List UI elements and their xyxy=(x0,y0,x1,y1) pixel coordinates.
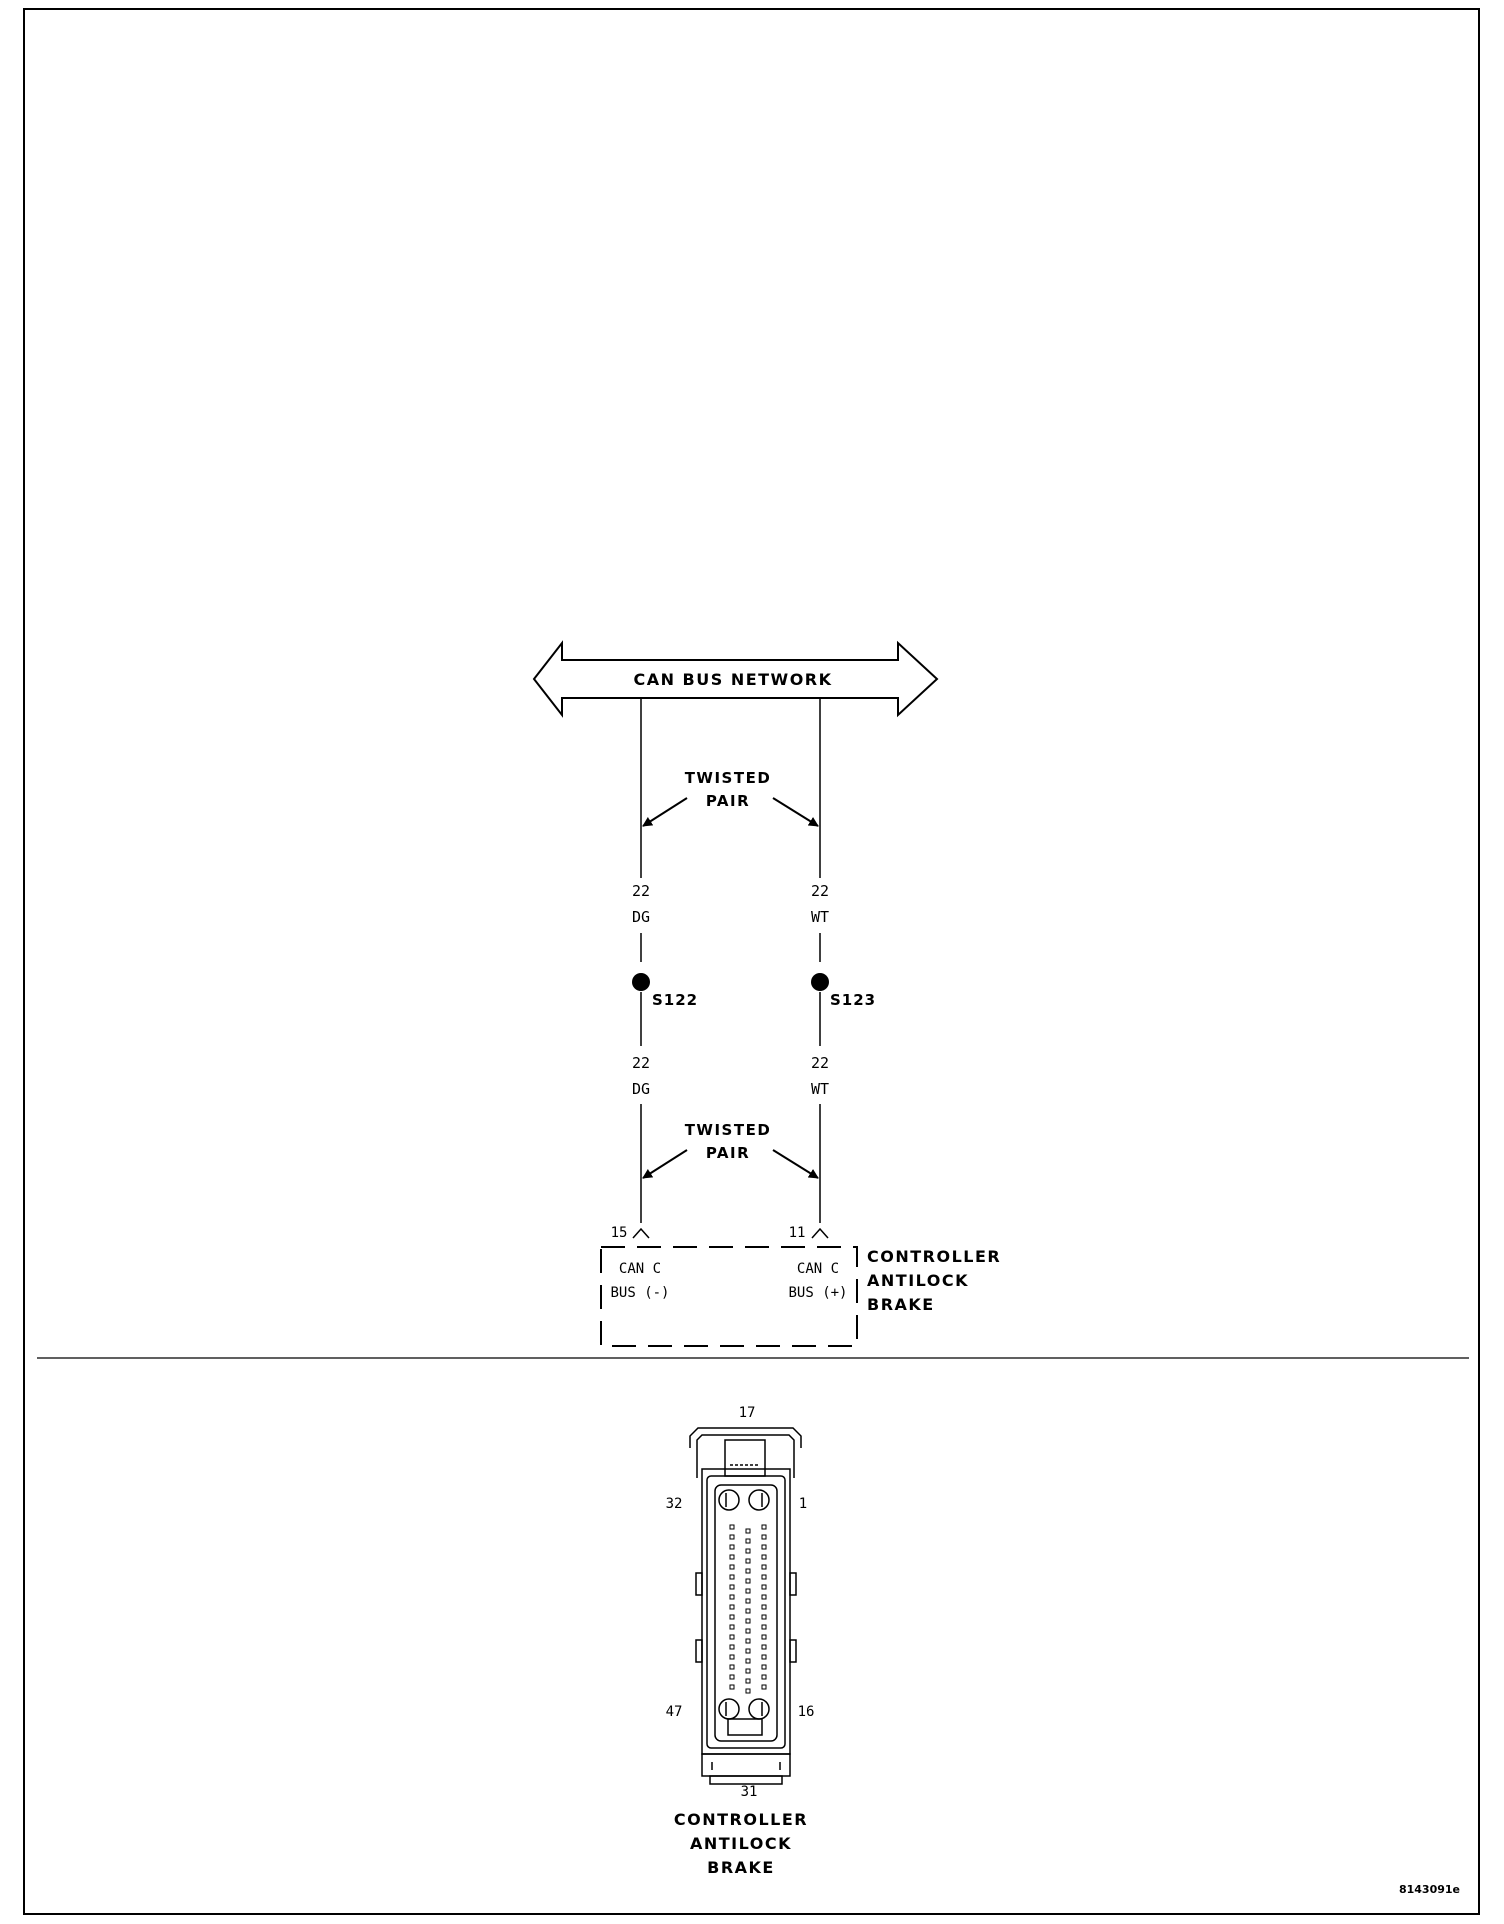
connector-cavity xyxy=(746,1589,750,1593)
connector-cavity xyxy=(746,1689,750,1693)
pin-11-label: 11 xyxy=(788,1225,806,1241)
splice-s123-dot xyxy=(811,973,829,991)
twisted-pair-arrow-right-lower xyxy=(773,1150,818,1178)
connector-cavity xyxy=(762,1655,766,1659)
splice-s123-label: S123 xyxy=(830,991,877,1009)
connector-cavity xyxy=(730,1575,734,1579)
connector-cavity xyxy=(746,1549,750,1553)
connector-cavity xyxy=(746,1579,750,1583)
connector-cavity xyxy=(762,1635,766,1639)
connector-cavity xyxy=(762,1675,766,1679)
wire-right-gauge-lower: 22 xyxy=(810,1054,830,1072)
connector-pin-47: 47 xyxy=(665,1704,683,1720)
pin-15-terminal xyxy=(633,1229,649,1238)
connector-cavity xyxy=(762,1595,766,1599)
connector-pin-31: 31 xyxy=(740,1784,758,1800)
twisted-pair-lower-line2: PAIR xyxy=(705,1144,751,1162)
twisted-pair-upper-line2: PAIR xyxy=(705,792,751,810)
connector-cavity xyxy=(730,1585,734,1589)
connector-cavity xyxy=(730,1565,734,1569)
connector-cavity xyxy=(762,1535,766,1539)
pin-11-signal-line2: BUS (+) xyxy=(788,1285,848,1301)
twisted-pair-upper-line1: TWISTED xyxy=(684,769,772,787)
wire-right-color-upper: WT xyxy=(810,908,830,926)
connector-cavity xyxy=(746,1679,750,1683)
connector-cavity xyxy=(746,1539,750,1543)
pin-11-signal-line1: CAN C xyxy=(796,1261,840,1277)
connector-cavity xyxy=(730,1655,734,1659)
connector-cavity xyxy=(762,1605,766,1609)
connector-cavity xyxy=(746,1629,750,1633)
connector-cavity xyxy=(746,1649,750,1653)
connector-cavity xyxy=(730,1595,734,1599)
connector-cavity xyxy=(746,1639,750,1643)
connector-cavity xyxy=(762,1615,766,1619)
connector-cavity xyxy=(746,1659,750,1663)
connector-cavity xyxy=(762,1555,766,1559)
module-name-line3: BRAKE xyxy=(867,1295,935,1314)
can-bus-label: CAN BUS NETWORK xyxy=(633,670,833,689)
connector-cavity xyxy=(746,1569,750,1573)
connector-cavity xyxy=(730,1535,734,1539)
wire-left-gauge-lower: 22 xyxy=(631,1054,651,1072)
connector-pin-32: 32 xyxy=(665,1496,683,1512)
connector-cavity xyxy=(746,1669,750,1673)
connector-cavity xyxy=(762,1585,766,1589)
connector-cavity xyxy=(746,1599,750,1603)
connector-cavity xyxy=(730,1625,734,1629)
connector-cavity xyxy=(762,1685,766,1689)
connector-cavity xyxy=(730,1645,734,1649)
splice-s122-dot xyxy=(632,973,650,991)
connector-pin-1: 1 xyxy=(798,1496,808,1512)
module-name-line1: CONTROLLER xyxy=(867,1247,1002,1266)
connector-cavity xyxy=(746,1619,750,1623)
connector-cavity xyxy=(730,1675,734,1679)
connector-face xyxy=(690,1428,801,1784)
connector-cavities xyxy=(730,1525,766,1693)
connector-cavity xyxy=(730,1665,734,1669)
pin-15-label: 15 xyxy=(610,1225,628,1241)
connector-cavity xyxy=(730,1615,734,1619)
wire-left-gauge-upper: 22 xyxy=(631,882,651,900)
wire-left-color-upper: DG xyxy=(631,908,651,926)
pin-15-signal-line1: CAN C xyxy=(618,1261,662,1277)
connector-cavity xyxy=(730,1525,734,1529)
connector-cavity xyxy=(730,1555,734,1559)
wire-right-gauge-upper: 22 xyxy=(810,882,830,900)
pin-11-terminal xyxy=(812,1229,828,1238)
connector-cavity xyxy=(746,1559,750,1563)
twisted-pair-arrow-left-upper xyxy=(643,798,687,826)
connector-cavity xyxy=(762,1525,766,1529)
connector-cavity xyxy=(762,1625,766,1629)
twisted-pair-arrow-right-upper xyxy=(773,798,818,826)
connector-cavity xyxy=(730,1685,734,1689)
wire-left-color-lower: DG xyxy=(631,1080,651,1098)
connector-cavity xyxy=(762,1565,766,1569)
twisted-pair-lower-line1: TWISTED xyxy=(684,1121,772,1139)
connector-pin-16: 16 xyxy=(797,1704,815,1720)
connector-cavity xyxy=(730,1545,734,1549)
twisted-pair-arrow-left-lower xyxy=(643,1150,687,1178)
connector-name-line1: CONTROLLER xyxy=(673,1810,809,1829)
pin-15-signal-line2: BUS (-) xyxy=(610,1285,670,1301)
connector-name-line2: ANTILOCK xyxy=(689,1834,793,1853)
connector-cavity xyxy=(762,1575,766,1579)
wire-right-color-lower: WT xyxy=(810,1080,830,1098)
connector-name-line3: BRAKE xyxy=(707,1858,775,1877)
connector-cavity xyxy=(762,1645,766,1649)
figure-id: 8143091e xyxy=(1398,1883,1460,1896)
connector-pin-17: 17 xyxy=(738,1405,756,1421)
connector-cavity xyxy=(746,1609,750,1613)
module-name-line2: ANTILOCK xyxy=(867,1271,970,1290)
connector-cavity xyxy=(762,1665,766,1669)
connector-cavity xyxy=(746,1529,750,1533)
connector-cavity xyxy=(730,1635,734,1639)
connector-cavity xyxy=(762,1545,766,1549)
connector-cavity xyxy=(730,1605,734,1609)
splice-s122-label: S122 xyxy=(652,991,699,1009)
